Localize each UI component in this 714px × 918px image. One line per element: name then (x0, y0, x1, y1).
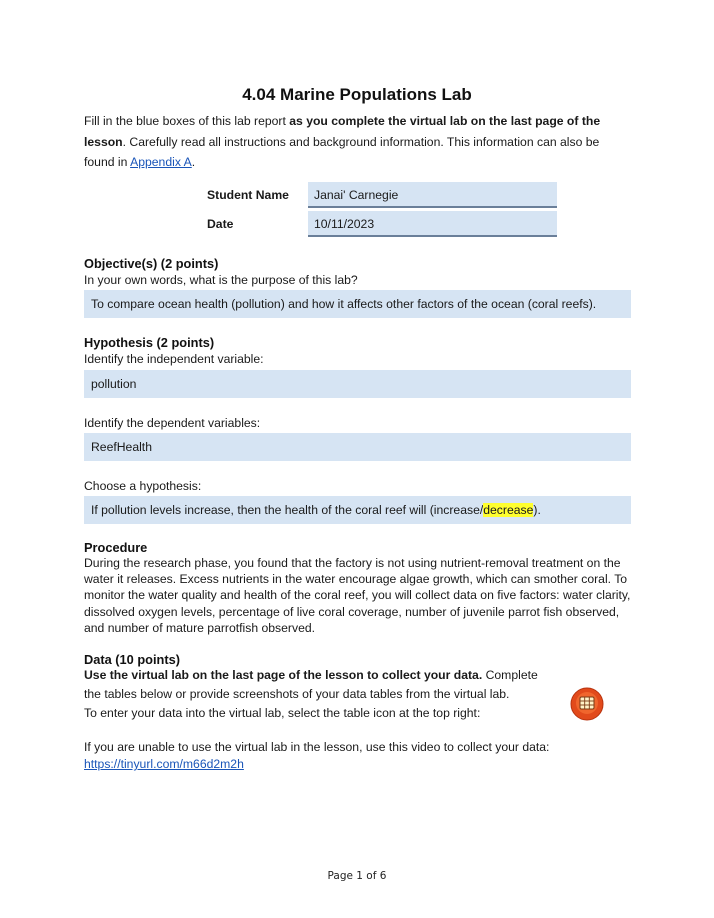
hypothesis-choice-prompt: Choose a hypothesis: (84, 479, 202, 493)
date-label: Date (207, 217, 234, 231)
appendix-a-link[interactable]: Appendix A (130, 155, 192, 169)
procedure-heading: Procedure (84, 540, 148, 555)
hypothesis-heading: Hypothesis (2 points) (84, 335, 215, 350)
data-heading: Data (10 points) (84, 652, 180, 667)
objective-prompt: In your own words, what is the purpose of this lab? (84, 273, 358, 287)
data-bold-instruction: Use the virtual lab on the last page of the lesson to collect your data. (84, 668, 483, 682)
highlighted-choice: decrease (483, 503, 534, 517)
student-name-label: Student Name (207, 188, 289, 202)
video-text: If you are unable to use the virtual lab in the lesson, use this video to collect your data: (84, 740, 550, 754)
hypothesis-text-end: ). (533, 503, 541, 517)
video-link[interactable]: https://tinyurl.com/m66d2m2h (84, 757, 244, 771)
page-title: 4.04 Marine Populations Lab (242, 85, 472, 104)
procedure-paragraph: During the research phase, you found that the factory is not using nutrient-removal treatment on the water it releases. Excess nutrients in the water encourage algae growth, which can smother coral. To monitor the water quality and health of the coral reef, you will collect data on five factors: water clarity, dissolved oxygen levels, percentage of live coral coverage, number of juvenile parrot fish observed, and number of mature parrotfish observed. (84, 556, 631, 635)
video-instruction (84, 739, 632, 773)
intro-text: Fill in the blue boxes of this lab report (84, 114, 290, 128)
page-number: Page 1 of 6 (327, 870, 387, 882)
independent-variable-prompt: Identify the independent variable: (84, 352, 264, 366)
objective-heading: Objective(s) (2 points) (84, 256, 219, 271)
data-line-1 (84, 666, 564, 685)
intro-bold-text: as you complete the virtual lab on the last page of the lesson (84, 114, 601, 149)
data-line-2: the tables below or provide screenshots of your data tables from the virtual lab. (84, 686, 510, 701)
intro-text-3: . (191, 155, 196, 169)
intro-paragraph (84, 111, 632, 173)
dependent-variable-field[interactable]: ReefHealth (84, 433, 631, 461)
data-line-3: To enter your data into the virtual lab, select the table icon at the top right: (84, 705, 481, 720)
date-field[interactable]: 10/11/2023 (308, 211, 557, 237)
dependent-variable-prompt: Identify the dependent variables: (84, 416, 261, 430)
hypothesis-choice-field[interactable] (84, 496, 631, 524)
table-icon[interactable] (570, 687, 604, 721)
student-name-field[interactable]: Janai' Carnegie (308, 182, 557, 208)
data-line-1-rest: Complete (482, 668, 538, 682)
objective-answer-field[interactable]: To compare ocean health (pollution) and how it affects other factors of the ocean (coral reefs). (84, 290, 631, 318)
hypothesis-text: If pollution levels increase, then the health of the coral reef will (increase/ (91, 503, 484, 517)
independent-variable-field[interactable]: pollution (84, 370, 631, 398)
data-instructions (84, 666, 564, 722)
intro-text-2: . Carefully read all instructions and background information. This information can also be found in (84, 134, 600, 169)
